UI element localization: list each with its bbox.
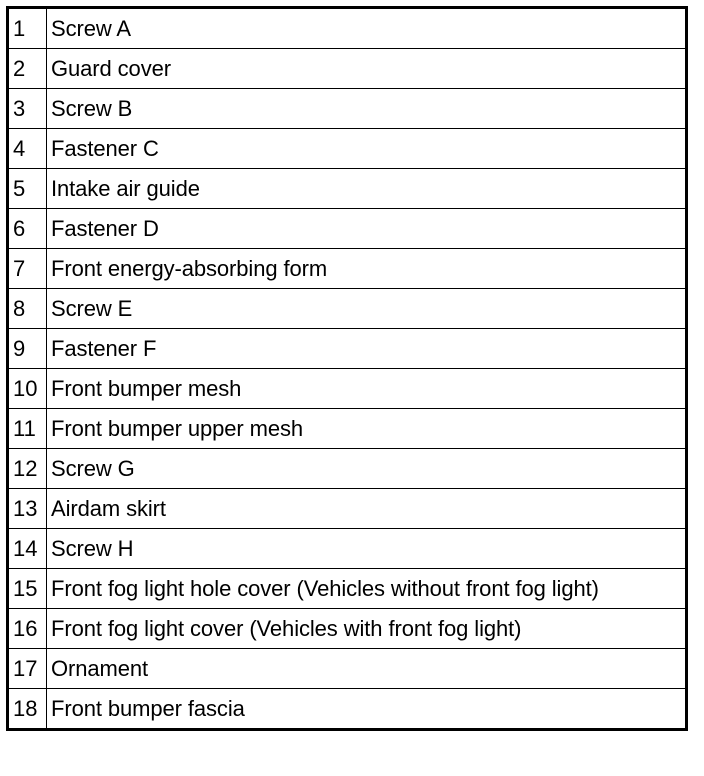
part-number: 13 (8, 489, 47, 529)
table-row (8, 129, 687, 169)
table-row (8, 649, 687, 689)
table-row (8, 449, 687, 489)
part-number: 5 (8, 169, 47, 209)
part-number: 1 (8, 8, 47, 49)
part-number: 15 (8, 569, 47, 609)
part-number: 8 (8, 289, 47, 329)
table-row (8, 8, 687, 49)
part-number: 17 (8, 649, 47, 689)
part-description: Front fog light hole cover (Vehicles without front fog light) (47, 569, 687, 609)
part-number: 12 (8, 449, 47, 489)
table-row (8, 289, 687, 329)
table-row (8, 609, 687, 649)
part-number: 18 (8, 689, 47, 730)
table-row (8, 489, 687, 529)
part-number: 2 (8, 49, 47, 89)
part-number: 3 (8, 89, 47, 129)
table-row (8, 329, 687, 369)
part-description: Fastener C (47, 129, 687, 169)
table-row (8, 89, 687, 129)
part-description: Screw H (47, 529, 687, 569)
part-description: Screw A (47, 8, 687, 49)
part-description: Front fog light cover (Vehicles with front fog light) (47, 609, 687, 649)
table-row (8, 249, 687, 289)
part-number: 4 (8, 129, 47, 169)
table-row (8, 409, 687, 449)
part-number: 11 (8, 409, 47, 449)
part-description: Front energy-absorbing form (47, 249, 687, 289)
part-description: Ornament (47, 649, 687, 689)
part-number: 9 (8, 329, 47, 369)
table-row (8, 529, 687, 569)
part-description: Screw B (47, 89, 687, 129)
part-description: Airdam skirt (47, 489, 687, 529)
table-row (8, 169, 687, 209)
part-description: Screw E (47, 289, 687, 329)
part-description: Fastener F (47, 329, 687, 369)
part-number: 16 (8, 609, 47, 649)
part-description: Intake air guide (47, 169, 687, 209)
table-row (8, 369, 687, 409)
part-description: Front bumper mesh (47, 369, 687, 409)
part-description: Screw G (47, 449, 687, 489)
table-row (8, 49, 687, 89)
table-row (8, 569, 687, 609)
table-row (8, 689, 687, 730)
part-number: 6 (8, 209, 47, 249)
part-number: 7 (8, 249, 47, 289)
part-number: 10 (8, 369, 47, 409)
parts-legend-table (6, 6, 688, 731)
part-description: Front bumper fascia (47, 689, 687, 730)
table-row (8, 209, 687, 249)
part-description: Front bumper upper mesh (47, 409, 687, 449)
part-number: 14 (8, 529, 47, 569)
part-description: Fastener D (47, 209, 687, 249)
part-description: Guard cover (47, 49, 687, 89)
